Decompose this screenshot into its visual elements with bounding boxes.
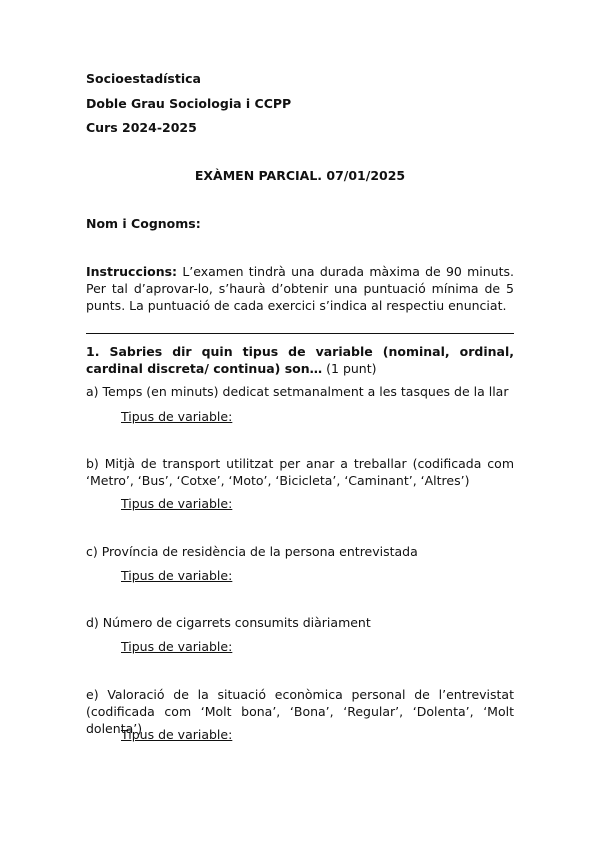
question1-heading-paragraph [86,343,514,377]
instructions-text: L’examen tindrà una durada màxima de 90 minuts. Per tal d’aprovar-lo, s’haurà d’obtenir una puntuació mínima de 5 punts. La puntuació de cada exercici s’indica al respectiu enunciat. [86,264,514,313]
question-item-d: d) Número de cigarrets consumits diàriament [86,615,371,630]
answer-label-b: Tipus de variable: [121,496,233,511]
question1-points: (1 punt) [326,361,377,376]
question-item-b: b) Mitjà de transport utilitzat per anar a treballar (codificada com ‘Metro’, ‘Bus’, ‘Cotxe’, ‘Moto’, ‘Bicicleta’, ‘Caminant’, ‘Altres’) [86,456,514,488]
answer-label-c: Tipus de variable: [121,568,233,583]
instructions-label: Instruccions: [86,264,178,279]
question-item-a: a) Temps (en minuts) dedicat setmanalment a les tasques de la llar [86,384,509,399]
question1-heading: 1. Sabries dir quin tipus de variable (nominal, ordinal, cardinal discreta/ continua) son… [86,344,514,376]
degree-name: Doble Grau Sociologia i CCPP [86,96,292,111]
course-year: Curs 2024-2025 [86,120,197,135]
answer-label-a: Tipus de variable: [121,409,233,424]
instructions-paragraph [86,263,514,314]
exam-title: EXÀMEN PARCIAL. 07/01/2025 [194,168,406,183]
question-item-e: e) Valoració de la situació econòmica personal de l’entrevistat (codificada com ‘Molt bona’, ‘Bona’, ‘Regular’, ‘Dolenta’, ‘Molt dolenta’) [86,687,514,736]
name-label: Nom i Cognoms: [86,216,201,231]
answer-label-e: Tipus de variable: [121,727,233,742]
answer-label-d: Tipus de variable: [121,639,233,654]
question-item-c: c) Província de residència de la persona entrevistada [86,544,418,559]
divider-line [86,333,514,334]
course-name: Socioestadística [86,71,201,86]
